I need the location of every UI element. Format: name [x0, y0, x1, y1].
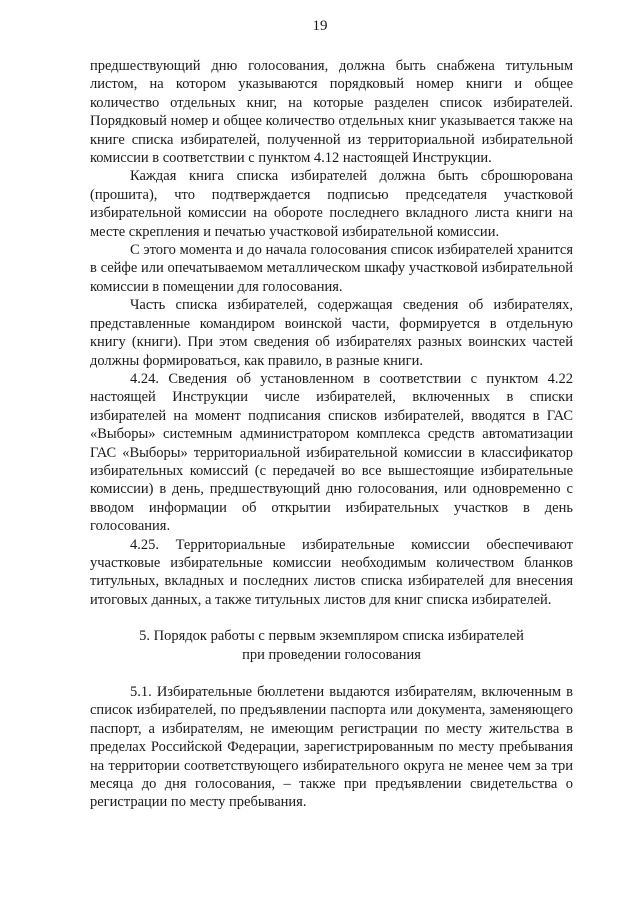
page-number: 19: [312, 18, 328, 34]
paragraph-4-24: 4.24. Сведения об установленном в соответствии с пунктом 4.22 настоящей Инструкции числе избирателей, включенных в списки избирателей на момент подписания списков избирателей, вводятся в ГАС «Выборы» системным администратором комплекса средств автоматизации ГАС «Выборы» территориальной избирательной комиссии в классификатор избирательных комиссий (с передачей во все вышестоящие избирательные комиссии) в день, предшествующий дню голосования, или одновременно с вводом информации об открытии избирательных участков в день голосования.: [90, 370, 573, 535]
paragraph-4-25: 4.25. Территориальные избирательные комиссии обеспечивают участковые избирательные комиссии необходимым количеством бланков титульных, вкладных и последних листов списка избирателей для внесения итоговых данных, а также титульных листов для книг списка избирателей.: [90, 536, 573, 608]
section-heading-line2: при проведении голосования: [242, 646, 421, 663]
paragraph-military-units: Часть списка избирателей, содержащая сведения об избирателях, представленные командиром воинской части, формируется в отдельную книгу (книги). При этом сведения об избирателях разных воинских частей должны формироваться, как правило, в разные книги.: [90, 297, 573, 369]
document-body: [90, 57, 573, 812]
section-heading: [90, 627, 573, 664]
paragraph-continuation: предшествующий дню голосования, должна быть снабжена титульным листом, на котором указываются порядковый номер книги и общее количество отдельных книг, на которые разделен список избирателей. Порядковый номер и общее количество отдельных книг указывается также на книге списка избирателей, полученной из территориальной избирательной комиссии в соответствии с пунктом 4.12 настоящей Инструкции.: [90, 58, 573, 167]
paragraph-storage: С этого момента и до начала голосования список избирателей хранится в сейфе или опечатываемом металлическом шкафу участковой избирательной комиссии в помещении для голосования.: [90, 242, 573, 295]
section-heading-line1: 5. Порядок работы с первым экземпляром списка избирателей: [139, 628, 524, 645]
paragraph-5-1: 5.1. Избирательные бюллетени выдаются избирателям, включенным в список избирателей, по предъявлении паспорта или документа, заменяющего паспорт, а избирателям, не имеющим регистрации по месту жительства в пределах Российской Федерации, зарегистрированным по месту пребывания на территории соответствующего избирательного округа не менее чем за три месяца до дня голосования, – также при предъявлении свидетельства о регистрации по месту пребывания.: [90, 684, 573, 811]
paragraph-book-binding: Каждая книга списка избирателей должна быть сброшюрована (прошита), что подтверждается подписью председателя участковой избирательной комиссии на обороте последнего вкладного листа книги на месте скрепления и печатью участковой избирательной комиссии.: [90, 168, 573, 240]
